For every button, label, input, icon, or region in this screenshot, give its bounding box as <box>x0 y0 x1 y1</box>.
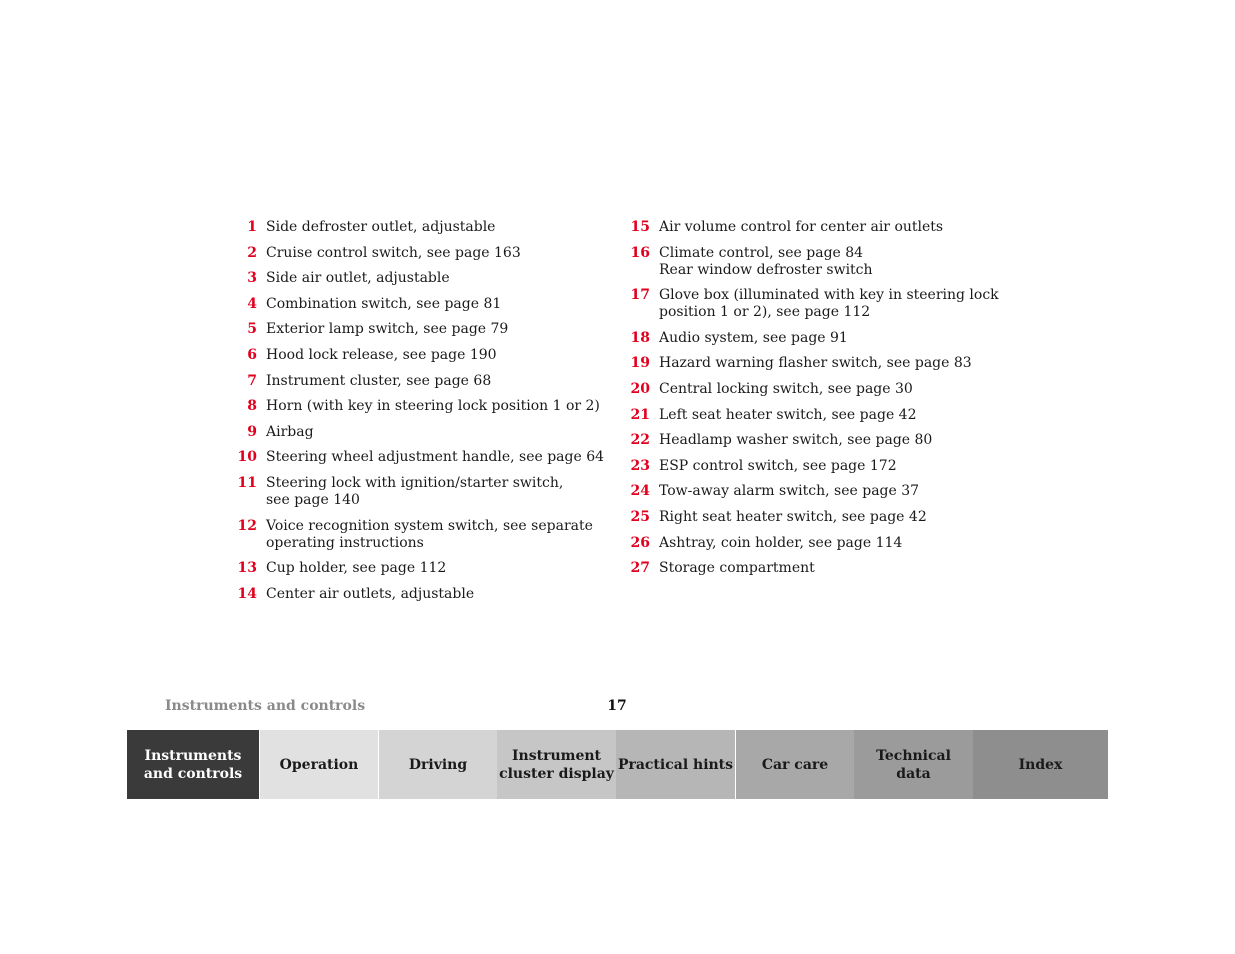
item-text-line: Left seat heater switch, see page 42 <box>659 406 917 423</box>
list-item <box>232 560 592 577</box>
item-text <box>266 373 592 390</box>
item-text <box>266 424 592 441</box>
item-text-line: Center air outlets, adjustable <box>266 585 475 602</box>
item-text <box>659 330 1005 347</box>
item-text-line: Audio system, see page 91 <box>659 329 848 346</box>
tab-label-line: Index <box>1018 756 1063 773</box>
item-text <box>659 381 1005 398</box>
item-text-line: Central locking switch, see page 30 <box>659 380 913 397</box>
list-item <box>232 245 592 262</box>
item-text-line: Tow-away alarm switch, see page 37 <box>659 483 920 500</box>
item-number: 9 <box>247 423 257 440</box>
list-item <box>232 373 592 390</box>
item-number: 17 <box>630 287 650 304</box>
item-text <box>266 586 592 603</box>
item-number: 20 <box>630 380 650 397</box>
list-item <box>232 586 592 603</box>
item-text <box>266 245 592 262</box>
chapter-tab-bar <box>127 730 1108 799</box>
tab-label <box>1019 756 1063 774</box>
list-item <box>625 245 1005 279</box>
item-text-line: Voice recognition system switch, see separate <box>266 517 593 534</box>
left-item-list <box>232 219 605 611</box>
page-number: 17 <box>607 698 627 714</box>
tab-label <box>499 747 614 783</box>
tab-label-line: cluster display <box>499 765 614 782</box>
list-item <box>232 518 592 552</box>
item-number: 12 <box>237 517 257 534</box>
item-text-line: see page 140 <box>266 491 360 508</box>
item-text <box>266 321 592 338</box>
item-text <box>266 449 604 466</box>
item-text <box>266 398 600 415</box>
tab-label <box>144 747 242 783</box>
item-text-line: Instrument cluster, see page 68 <box>266 372 492 389</box>
tab-label-line: data <box>896 765 931 782</box>
tab-operation[interactable] <box>259 730 378 799</box>
item-text-line: Side air outlet, adjustable <box>266 270 450 287</box>
item-text-line: Side defroster outlet, adjustable <box>266 219 496 235</box>
item-number: 18 <box>630 329 650 346</box>
list-item <box>232 219 592 236</box>
item-number: 19 <box>630 355 650 372</box>
list-item <box>232 270 592 287</box>
list-item <box>232 449 605 466</box>
item-number: 16 <box>630 244 650 261</box>
tab-label-line: Car care <box>761 756 829 773</box>
item-text-line: operating instructions <box>266 534 424 551</box>
tab-label-line: and controls <box>143 765 243 782</box>
item-text <box>659 560 1005 577</box>
item-text-line: Rear window defroster switch <box>659 261 873 278</box>
list-item <box>625 355 1005 372</box>
list-item <box>625 509 1005 526</box>
tab-technical-data[interactable] <box>854 730 973 799</box>
item-text <box>659 509 1005 526</box>
item-text <box>659 458 1005 475</box>
tab-label <box>280 756 359 774</box>
tab-label <box>876 747 951 783</box>
section-title: Instruments and controls <box>165 698 366 714</box>
item-number: 15 <box>630 219 650 235</box>
list-item <box>625 330 1005 347</box>
item-text-line: position 1 or 2), see page 112 <box>659 304 871 321</box>
list-item <box>232 296 592 313</box>
list-item <box>232 475 592 509</box>
item-number: 14 <box>237 585 257 602</box>
item-text <box>266 219 592 236</box>
item-text <box>659 355 1005 372</box>
tab-label-line: Instrument <box>512 747 601 764</box>
item-number: 26 <box>630 534 650 551</box>
item-text-line: Headlamp washer switch, see page 80 <box>659 432 933 449</box>
item-number: 2 <box>247 244 257 261</box>
list-item <box>625 483 1005 500</box>
tab-label <box>618 756 733 774</box>
item-text <box>659 245 1005 279</box>
item-text <box>266 270 592 287</box>
list-item <box>625 219 1005 236</box>
list-item <box>625 287 1005 321</box>
tab-label-line: Technical <box>876 747 951 764</box>
tab-driving[interactable] <box>378 730 497 799</box>
list-item <box>232 347 592 364</box>
item-text-line: Exterior lamp switch, see page 79 <box>266 321 509 338</box>
right-item-list <box>625 219 1005 586</box>
list-item <box>625 381 1005 398</box>
tab-label-line: Operation <box>279 756 359 773</box>
item-text <box>659 432 1005 449</box>
item-text <box>659 535 1005 552</box>
item-text-line: Ashtray, coin holder, see page 114 <box>659 534 903 551</box>
item-number: 11 <box>237 474 257 491</box>
item-text <box>659 483 1005 500</box>
list-item <box>625 560 1005 577</box>
item-text-line: Combination switch, see page 81 <box>266 295 502 312</box>
tab-label <box>762 756 828 774</box>
item-number: 22 <box>630 432 650 449</box>
tab-label-line: Instruments <box>144 747 242 764</box>
tab-label-line: Practical hints <box>617 756 734 773</box>
item-number: 3 <box>247 270 257 287</box>
list-item <box>625 458 1005 475</box>
item-text-line: Storage compartment <box>659 560 815 577</box>
list-item <box>232 424 592 441</box>
list-item <box>232 321 592 338</box>
item-number: 1 <box>247 219 257 235</box>
item-text <box>266 347 592 364</box>
item-text <box>659 287 1005 321</box>
item-text-line: Hood lock release, see page 190 <box>266 346 497 363</box>
item-number: 6 <box>247 346 257 363</box>
tab-practical-hints[interactable] <box>616 730 735 799</box>
list-item <box>232 398 600 415</box>
list-item <box>625 432 1005 449</box>
item-text-line: Airbag <box>266 423 314 440</box>
item-number: 24 <box>630 483 650 500</box>
tab-instruments-and-controls[interactable] <box>127 730 259 799</box>
item-text-line: Hazard warning flasher switch, see page 83 <box>659 355 972 372</box>
item-text-line: Right seat heater switch, see page 42 <box>659 508 927 525</box>
item-text <box>266 296 592 313</box>
item-text-line: Horn (with key in steering lock position 1 or 2) <box>266 398 600 415</box>
item-text-line: Air volume control for center air outlets <box>659 219 944 235</box>
item-number: 23 <box>630 457 650 474</box>
item-text-line: Cup holder, see page 112 <box>266 560 447 577</box>
item-text <box>659 219 1005 236</box>
item-text <box>659 407 1005 424</box>
item-number: 4 <box>247 295 257 312</box>
item-text-line: Glove box (illuminated with key in steering lock <box>659 287 999 304</box>
list-item <box>625 535 1005 552</box>
item-number: 5 <box>247 321 257 338</box>
tab-label-line: Driving <box>408 756 468 773</box>
item-number: 10 <box>237 449 257 466</box>
tab-instrument-cluster-display[interactable] <box>497 730 616 799</box>
item-text-line: ESP control switch, see page 172 <box>659 457 897 474</box>
item-text-line: Steering lock with ignition/starter switch, <box>266 474 564 491</box>
tab-index[interactable] <box>973 730 1108 799</box>
item-number: 25 <box>630 508 650 525</box>
item-text-line: Steering wheel adjustment handle, see page 64 <box>266 449 605 466</box>
tab-car-care[interactable] <box>735 730 854 799</box>
tab-label <box>409 756 467 774</box>
item-text-line: Cruise control switch, see page 163 <box>266 244 521 261</box>
item-text <box>266 475 592 509</box>
item-number: 7 <box>247 372 257 389</box>
item-number: 21 <box>630 406 650 423</box>
item-number: 8 <box>247 398 257 415</box>
item-number: 13 <box>237 560 257 577</box>
item-number: 27 <box>630 560 650 577</box>
item-text <box>266 560 592 577</box>
item-text <box>266 518 593 552</box>
item-text-line: Climate control, see page 84 <box>659 244 864 261</box>
list-item <box>625 407 1005 424</box>
